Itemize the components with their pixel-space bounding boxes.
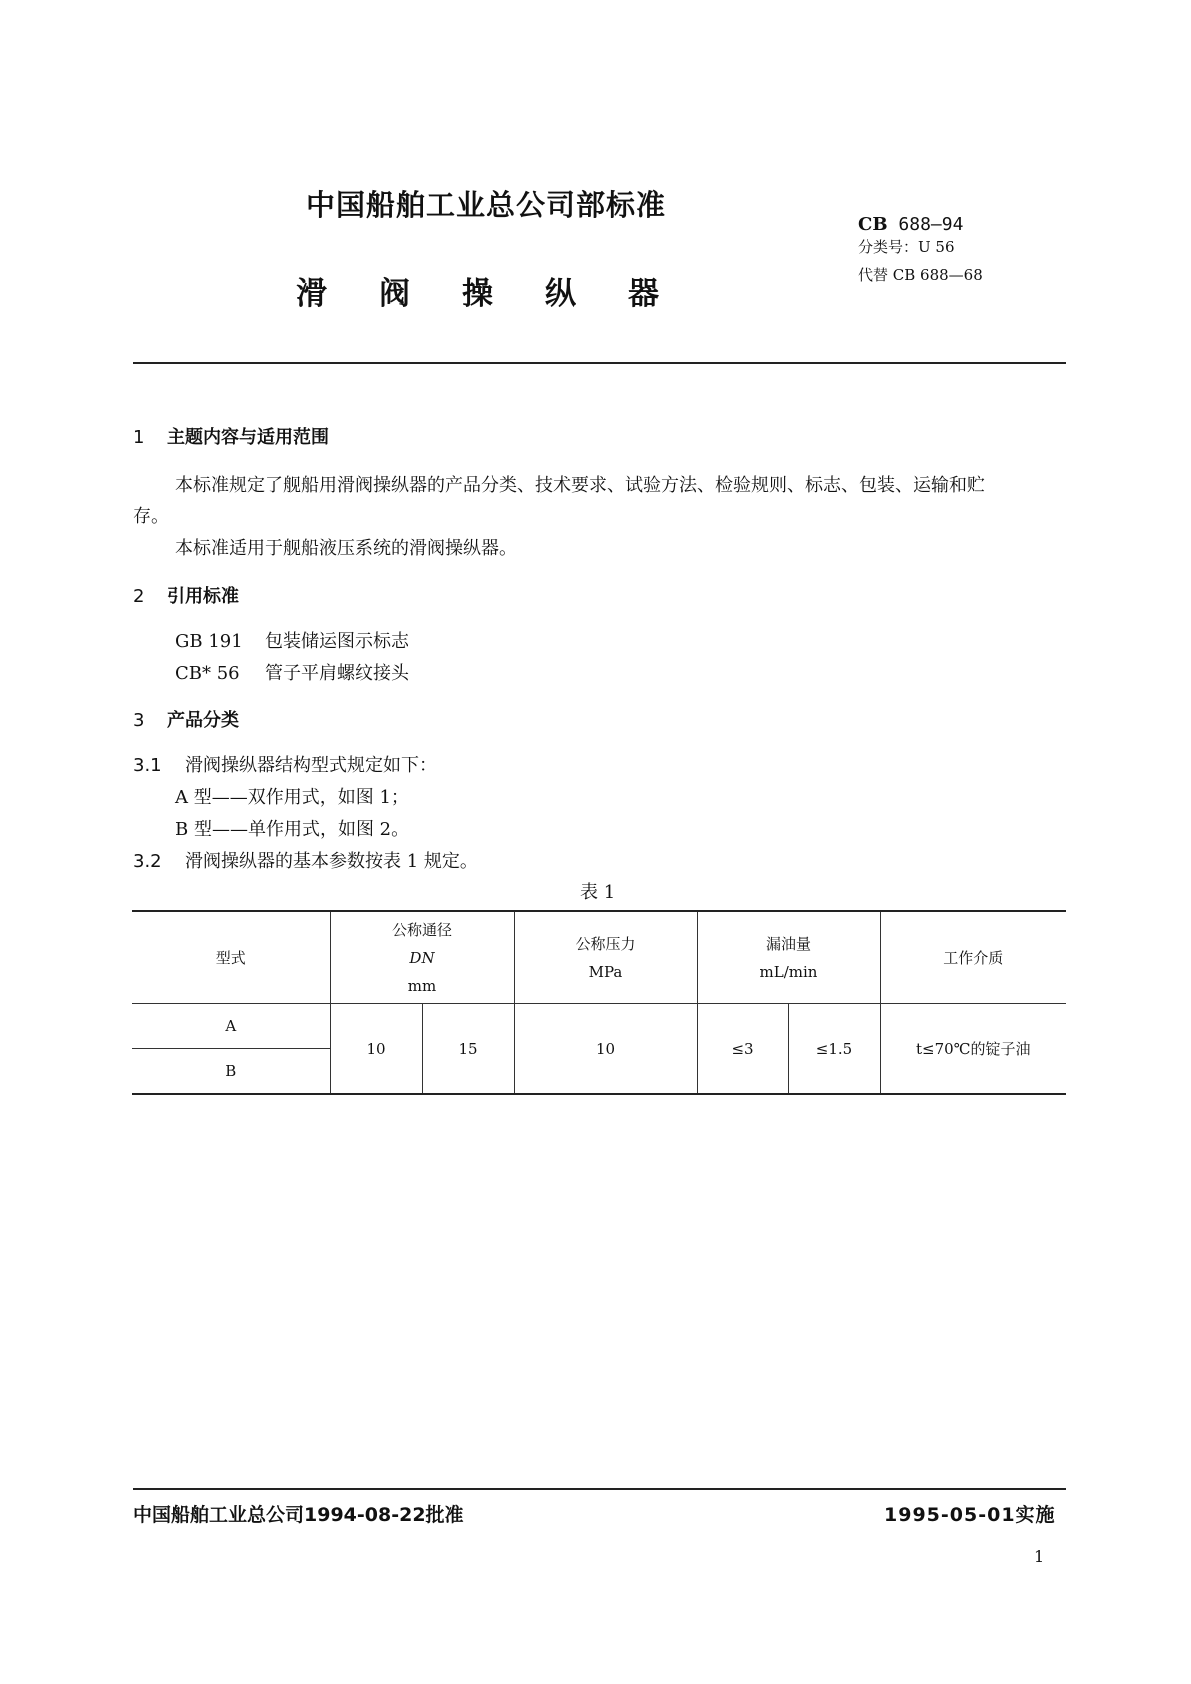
cell-type-b: B — [132, 1049, 330, 1095]
reference-code: CB* 56 — [175, 663, 240, 684]
type-a-definition: A 型——双作用式，如图 1； — [175, 787, 409, 808]
clause-text: 滑阀操纵器结构型式规定如下： — [185, 755, 437, 776]
header-type: 型式 — [132, 911, 330, 1004]
clause-number: 3.2 — [133, 851, 162, 872]
cell-pressure: 10 — [514, 1004, 697, 1095]
header-leakage: 漏油量 mL/min — [697, 911, 880, 1004]
section-1-paragraph-1: 本标准规定了舰船用滑阀操纵器的产品分类、技术要求、试验方法、检验规则、标志、包装、运输和贮 — [175, 475, 985, 496]
footer-divider — [133, 1488, 1066, 1490]
org-title: 中国船舶工业总公司部标准 — [306, 188, 667, 222]
doc-title — [296, 268, 711, 313]
table-row — [132, 1004, 1066, 1049]
section-1-heading — [133, 423, 329, 449]
classification-number: 分类号：U 56 — [858, 238, 955, 256]
section-1-paragraph-1-continued: 存。 — [133, 506, 169, 527]
section-3-heading — [133, 706, 239, 732]
cell-dn-15: 15 — [422, 1004, 514, 1095]
standard-prefix: CB — [858, 214, 888, 235]
clause-text: 滑阀操纵器的基本参数按表 1 规定。 — [185, 851, 478, 872]
section-2-heading — [133, 582, 239, 608]
section-title: 产品分类 — [167, 710, 239, 731]
replaces-standard: 代替 CB 688—68 — [858, 266, 983, 284]
section-title: 主题内容与适用范围 — [167, 427, 329, 448]
section-1-paragraph-2: 本标准适用于舰船液压系统的滑阀操纵器。 — [175, 538, 517, 559]
doc-title-char: 滑 — [296, 276, 327, 312]
cell-medium: t≤70℃的锭子油 — [880, 1004, 1066, 1095]
doc-title-char: 操 — [462, 276, 493, 312]
header-nominal-diameter: 公称通径 DN mm — [330, 911, 514, 1004]
doc-title-char: 纵 — [545, 276, 576, 312]
table-header-row — [132, 911, 1066, 1004]
section-title: 引用标准 — [167, 586, 239, 607]
header-nominal-pressure: 公称压力 MPa — [514, 911, 697, 1004]
type-b-definition: B 型——单作用式，如图 2。 — [175, 819, 410, 840]
standard-code — [858, 214, 963, 235]
reference-name: 管子平肩螺纹接头 — [265, 663, 409, 684]
cell-leakage-2: ≤1.5 — [788, 1004, 880, 1095]
cell-leakage-1: ≤3 — [697, 1004, 788, 1095]
header-divider — [133, 362, 1066, 364]
clause-3-2 — [133, 847, 478, 873]
page-number: 1 — [1034, 1547, 1045, 1566]
section-number: 1 — [133, 427, 145, 448]
cell-type-a: A — [132, 1004, 330, 1049]
effective-date: 1995-05-01实施 — [884, 1504, 1056, 1526]
parameters-table — [132, 910, 1066, 1095]
header-working-medium: 工作介质 — [880, 911, 1066, 1004]
clause-number: 3.1 — [133, 755, 162, 776]
doc-title-char: 器 — [628, 276, 659, 312]
reference-standard — [175, 659, 409, 685]
doc-title-char: 阀 — [379, 276, 410, 312]
table-caption: 表 1 — [580, 882, 616, 903]
cell-dn-10: 10 — [330, 1004, 422, 1095]
reference-code: GB 191 — [175, 631, 243, 652]
clause-3-1 — [133, 751, 437, 777]
section-number: 3 — [133, 710, 145, 731]
approval-statement: 中国船舶工业总公司1994-08-22批准 — [133, 1504, 464, 1526]
reference-name: 包装储运图示标志 — [265, 631, 409, 652]
section-number: 2 — [133, 586, 145, 607]
standard-number: 688—94 — [898, 214, 964, 235]
reference-standard — [175, 627, 409, 653]
